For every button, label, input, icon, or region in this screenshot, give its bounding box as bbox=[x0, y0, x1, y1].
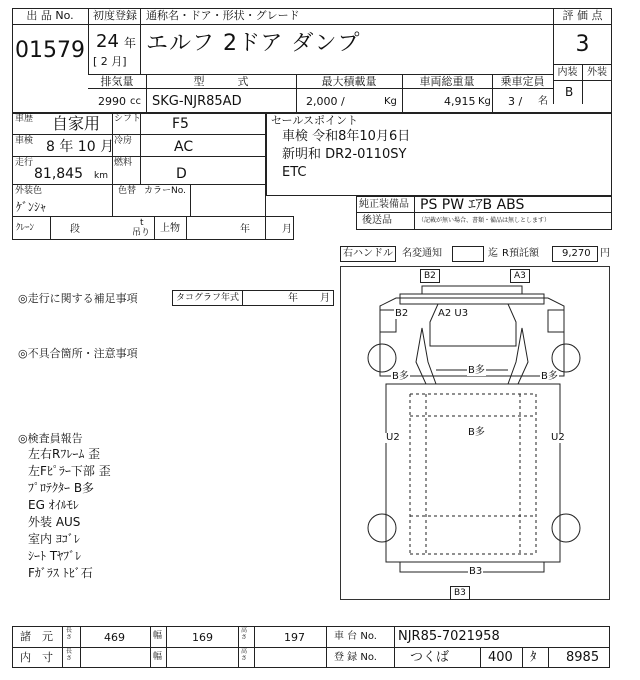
sales-line-1: 車検 令和8年10月6日 bbox=[282, 129, 411, 144]
width-label: 幅 bbox=[153, 631, 163, 641]
upper-label: 上物 bbox=[160, 223, 180, 234]
capacity-label: 乗車定員 bbox=[500, 75, 545, 88]
first-reg-label: 初度登録 bbox=[93, 9, 137, 22]
mark-b3-bottom: B3 bbox=[450, 586, 470, 600]
mark-b2-left: B2 bbox=[395, 308, 409, 319]
mark-u2-left: U2 bbox=[386, 432, 400, 443]
sales-line-2: 新明和 DR2-0110SY bbox=[282, 147, 407, 162]
mark-b-many-right: B多 bbox=[541, 371, 558, 382]
equipment-label: 純正装備品 bbox=[359, 199, 409, 210]
mark-b-many-left: B多 bbox=[392, 371, 409, 382]
exterior-color-value: ｹﾞﾝｼｬ bbox=[16, 200, 47, 214]
fuel-value: D bbox=[176, 166, 187, 182]
specs-label: 諸 元 bbox=[20, 630, 53, 643]
model-code-value: SKG-NJR85AD bbox=[152, 94, 242, 109]
chassis-label: 車 台 No. bbox=[334, 631, 377, 642]
mileage-label: 走行 bbox=[15, 158, 34, 168]
tachograph-label: タコグラフ年式 bbox=[176, 293, 240, 303]
chassis-value: NJR85-7021958 bbox=[398, 629, 500, 644]
color-swap-label: 色替 bbox=[118, 186, 137, 196]
registration-area: つくば bbox=[410, 650, 450, 665]
displacement-label: 排気量 bbox=[100, 75, 134, 88]
mark-b-many-bed: B多 bbox=[468, 427, 485, 438]
aircon-label: 冷房 bbox=[114, 136, 133, 146]
defect-label: ◎不具合箇所・注意事項 bbox=[18, 347, 138, 360]
inspector-line-4: EG ｵｲﾙﾓﾚ bbox=[28, 498, 79, 512]
mark-a3-top: A3 bbox=[510, 269, 530, 283]
model-title-label: 通称名・ドア・形状・グレード bbox=[146, 9, 300, 22]
tacho-month: 月 bbox=[320, 293, 330, 304]
aircon-value: AC bbox=[174, 139, 194, 155]
overdue-label: 迄 bbox=[488, 248, 498, 259]
mark-b2-top: B2 bbox=[420, 269, 440, 283]
history-value: 自家用 bbox=[52, 114, 101, 133]
yen-unit: 円 bbox=[600, 248, 610, 259]
tacho-year: 年 bbox=[288, 293, 298, 304]
aftermarket-label: 後送品 bbox=[362, 215, 392, 226]
lot-no-label: 出 品 No. bbox=[26, 9, 74, 22]
crane-label: ｸﾚｰﾝ bbox=[16, 223, 35, 233]
inspector-line-5: 外装 AUS bbox=[28, 515, 81, 529]
max-load-label: 最大積載量 bbox=[321, 75, 377, 88]
inner-length-label: 長さ bbox=[66, 648, 73, 662]
driving-notes-label: ◎走行に関する補足事項 bbox=[18, 292, 138, 305]
inner-label: 内 寸 bbox=[20, 651, 53, 664]
inspector-line-3: ﾌﾟﾛﾃｸﾀｰ B多 bbox=[28, 481, 95, 495]
interior-grade-label: 内装 bbox=[557, 67, 578, 78]
displacement-value: 2990 bbox=[98, 95, 126, 108]
inner-width-label: 幅 bbox=[153, 652, 163, 662]
mark-a2-u3: A2 U3 bbox=[438, 308, 469, 319]
upper-month: 月 bbox=[282, 224, 292, 235]
owner-change-box bbox=[452, 246, 484, 262]
recall-label: R預託額 bbox=[502, 248, 539, 259]
crane-row-right bbox=[186, 216, 294, 240]
inspector-line-1: 左右Rﾌﾚｰﾑ 歪 bbox=[28, 447, 101, 461]
exterior-grade-label: 外装 bbox=[587, 67, 607, 78]
mark-u2-right: U2 bbox=[551, 432, 565, 443]
registration-kana: ﾀ bbox=[530, 650, 537, 665]
handle-value: 右ハンドル bbox=[343, 248, 393, 259]
capacity-unit: 名 bbox=[538, 96, 548, 107]
inspector-line-7: ｼｰﾄ Tﾔﾌﾞﾚ bbox=[28, 549, 82, 563]
registration-label: 登 録 No. bbox=[334, 652, 377, 663]
aftermarket-note: （記載が無い場合、書類・備品は無しとします） bbox=[418, 217, 551, 224]
registration-number: 8985 bbox=[566, 650, 600, 665]
mileage-value: 81,845 bbox=[34, 166, 83, 182]
height-label: 高さ bbox=[241, 627, 248, 641]
width-value: 169 bbox=[192, 631, 213, 644]
grade-label: 評 価 点 bbox=[562, 9, 603, 22]
height-value: 197 bbox=[284, 631, 305, 644]
shift-value: F5 bbox=[172, 116, 189, 132]
km-unit: km bbox=[94, 171, 108, 181]
gross-weight-value: 4,915 bbox=[444, 95, 476, 108]
equipment-value: PS PW ｴｱB ABS bbox=[420, 197, 525, 213]
shift-label: シフト bbox=[114, 114, 142, 124]
capacity-value: 3 / bbox=[508, 95, 523, 108]
crane-stage: 段 bbox=[70, 224, 80, 235]
max-load-unit: Kg bbox=[384, 96, 397, 107]
owner-change-label: 名変通知 bbox=[402, 248, 442, 259]
crane-lift: 吊り bbox=[132, 228, 151, 238]
registration-class: 400 bbox=[488, 650, 513, 665]
history-label: 車歴 bbox=[15, 114, 34, 124]
cc-unit: cc bbox=[130, 96, 141, 107]
inspector-label: ◎検査員報告 bbox=[18, 432, 83, 445]
mark-b3-inner: B3 bbox=[469, 566, 483, 577]
color-no-label: カラーNo. bbox=[144, 186, 186, 196]
gross-weight-unit: Kg bbox=[478, 96, 491, 107]
inspector-line-8: Fｶﾞﾗｽ ﾄﾋﾞ石 bbox=[28, 566, 93, 580]
sales-point-label: セールスポイント bbox=[271, 114, 359, 127]
inner-height-label: 高さ bbox=[241, 648, 248, 662]
first-reg-year: 24 bbox=[96, 31, 119, 52]
first-reg-month: [ 2 月] bbox=[93, 55, 127, 68]
crane-ton-unit: t bbox=[140, 218, 144, 228]
inspector-line-2: 左Fﾋﾟﾗｰ下部 歪 bbox=[28, 464, 111, 478]
model-code-label: 型 式 bbox=[193, 75, 249, 88]
gross-weight-label: 車両総重量 bbox=[419, 75, 475, 88]
exterior-color-label: 外装色 bbox=[15, 186, 43, 196]
length-value: 469 bbox=[104, 631, 125, 644]
max-load-value: 2,000 / bbox=[306, 95, 345, 108]
model-title: エルフ 2ドア ダンプ bbox=[146, 31, 361, 56]
year-unit: 年 bbox=[124, 36, 137, 50]
sales-line-3: ETC bbox=[282, 165, 307, 180]
inspector-line-6: 室内 ﾖｺﾞﾚ bbox=[28, 532, 80, 546]
recall-amount: 9,270 bbox=[562, 248, 591, 259]
lot-number: 01579 bbox=[15, 38, 85, 63]
inspection-value: 8 年 10 月 bbox=[46, 139, 115, 155]
upper-year: 年 bbox=[240, 224, 250, 235]
length-label: 長さ bbox=[66, 627, 73, 641]
interior-grade-value: B bbox=[565, 85, 574, 99]
grade-value: 3 bbox=[575, 32, 590, 57]
mark-b-many-cab: B多 bbox=[468, 365, 485, 376]
fuel-label: 燃料 bbox=[114, 158, 133, 168]
inspection-label: 車検 bbox=[15, 136, 34, 146]
